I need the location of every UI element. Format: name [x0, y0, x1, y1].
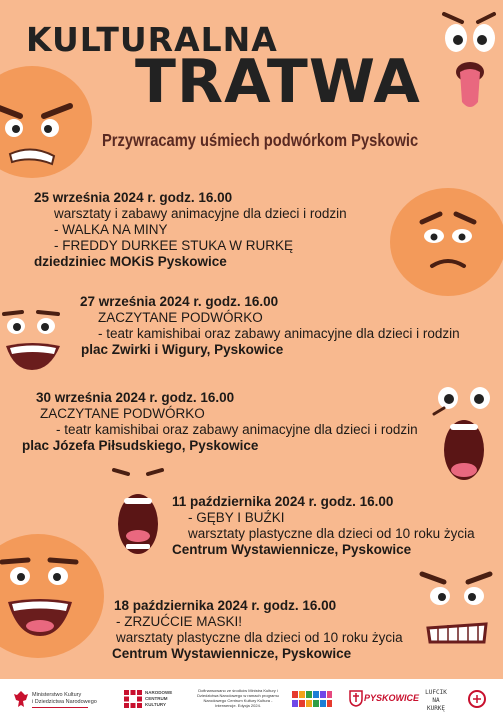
ministry-line2: i Dziedzictwa Narodowego: [32, 698, 97, 705]
screaming-face-icon: [110, 464, 166, 556]
grimacing-face-icon: [412, 562, 502, 658]
pyskowice-logo-text: PYSKOWICE: [364, 693, 420, 703]
event-line: warsztaty plastyczne dla dzieci od 10 roku życia: [188, 526, 475, 541]
event-line: - WALKA NA MINY: [54, 222, 168, 237]
event-2: [80, 294, 460, 358]
circle-logo-icon: [468, 690, 486, 708]
event-5: [112, 598, 403, 662]
nck-text: NARODOWE CENTRUM KULTURY: [145, 690, 173, 707]
event-date: 25 września 2024 r. godz. 16.00: [34, 190, 233, 205]
event-place: plac Zwirki i Wigury, Pyskowice: [81, 342, 284, 357]
lufcik-logo-text: LUFCIK NA KURKĘ: [425, 689, 447, 712]
event-line: - teatr kamishibai oraz zabawy animacyjne dla dzieci i rodzin: [56, 422, 418, 437]
event-1: [34, 190, 347, 270]
event-line: ZACZYTANE PODWÓRKO: [40, 406, 205, 421]
event-date: 18 października 2024 r. godz. 16.00: [114, 598, 337, 613]
title-line1: KULTURALNA: [26, 20, 278, 59]
event-place: dziedziniec MOKiS Pyskowice: [34, 254, 227, 269]
pyskowice-crest-icon: [349, 690, 363, 707]
sad-face-icon: [388, 186, 503, 298]
event-place: plac Józefa Piłsudskiego, Pyskowice: [22, 438, 259, 453]
event-line: warsztaty i zabawy animacyjne dla dzieci i rodzin: [54, 206, 347, 221]
ministry-line1: Ministerstwo Kultury: [32, 692, 82, 698]
grinning-face-icon: [0, 296, 68, 376]
event-place: Centrum Wystawiennicze, Pyskowice: [112, 646, 352, 661]
subtitle: Przywracamy uśmiech podwórkom Pyskowic: [102, 130, 419, 150]
event-line: - FREDDY DURKEE STUKA W RURKĘ: [54, 238, 294, 253]
nck-logo-icon: [124, 690, 142, 708]
event-line: - ZRZUĆCIE MASKI!: [116, 614, 243, 629]
ministry-logo-text: [32, 692, 97, 708]
event-date: 11 października 2024 r. godz. 16.00: [172, 494, 394, 509]
event-3: [22, 390, 418, 454]
event-line: - GĘBY I BUŹKI: [188, 510, 285, 525]
sponsor-footer: [0, 679, 503, 720]
ministry-underline: [32, 707, 88, 708]
event-date: 30 września 2024 r. godz. 16.00: [36, 390, 235, 405]
kultura-interwencje-logo-icon: [292, 691, 332, 707]
title-line2: TRATWA: [135, 47, 421, 117]
event-4: [172, 494, 475, 558]
funding-text: Dofinansowano ze środków Ministra Kultury i Dziedzictwa Narodowego w ramach programu Narodowego Centrum Kultury Kultura - Interwencje. Edycja 2024.: [197, 688, 279, 708]
shocked-face-icon: [430, 386, 500, 486]
tongue-out-face-icon: [432, 0, 503, 110]
event-line: ZACZYTANE PODWÓRKO: [98, 310, 263, 325]
eagle-emblem-icon: [13, 689, 29, 709]
laughing-face-icon: [0, 532, 107, 660]
event-date: 27 września 2024 r. godz. 16.00: [80, 294, 279, 309]
angry-face-icon: [0, 66, 92, 178]
event-line: - teatr kamishibai oraz zabawy animacyjne dla dzieci i rodzin: [98, 326, 460, 341]
event-line: warsztaty plastyczne dla dzieci od 10 roku życia: [116, 630, 403, 645]
event-place: Centrum Wystawiennicze, Pyskowice: [172, 542, 412, 557]
